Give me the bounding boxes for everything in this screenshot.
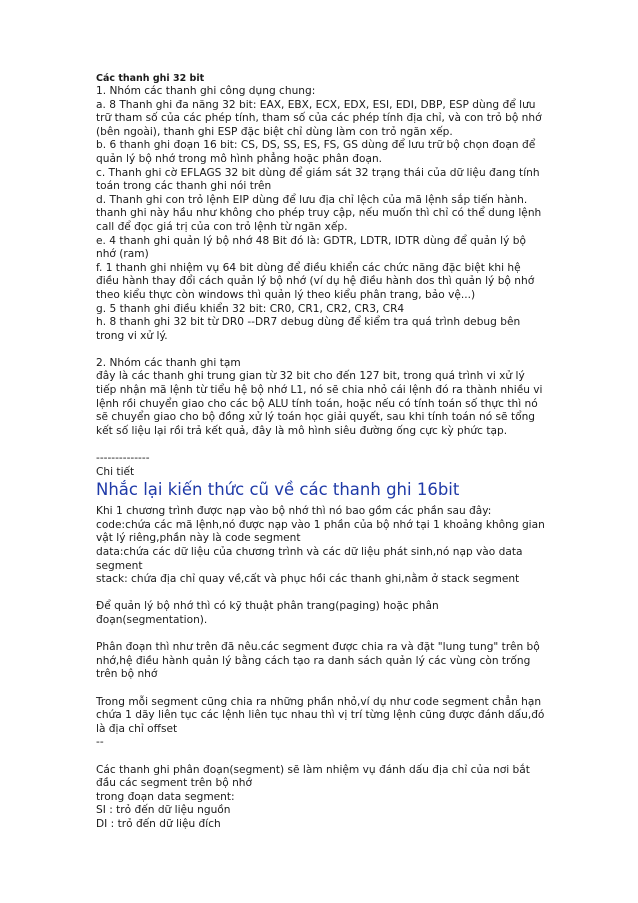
- paragraph: data:chứa các dữ liệu của chương trình và các dữ liệu phát sinh,nó nạp vào data segment: [96, 546, 523, 572]
- section-title-temp-registers: 2. Nhóm các thanh ghi tạm: [96, 356, 241, 369]
- document-body: [96, 72, 546, 831]
- paragraph: DI : trỏ đến dữ liệu đích: [96, 817, 221, 830]
- paragraph: Để quản lý bộ nhớ thì có kỹ thuật phân trang(paging) hoặc phân đoạn(segmentation).: [96, 600, 439, 626]
- paragraph: h. 8 thanh ghi 32 bit từ DR0 --DR7 debug dùng để kiểm tra quá trình debug bên trong vi xử lý.: [96, 316, 521, 342]
- paragraph: trong đoạn data segment:: [96, 790, 235, 803]
- section-title-32bit: Các thanh ghi 32 bit: [96, 73, 205, 84]
- separator: --: [96, 736, 104, 749]
- paragraph: b. 6 thanh ghi đoạn 16 bit: CS, DS, SS, ES, FS, GS dùng để lưu trữ bộ chọn đoạn để quản lý bộ nhớ trong mô hình phẳng hoặc phân đoạn.: [96, 139, 536, 165]
- paragraph: f. 1 thanh ghi nhiệm vụ 64 bit dùng để điều khiển các chức năng đặc biệt khi hệ điều hành thay đổi cách quản lý bộ nhớ (ví dụ hệ điều hành dos thì quản lý bộ nhớ theo kiểu thực còn windows thì quản lý theo kiểu phân trang, bảo vệ...): [96, 261, 535, 301]
- spacer: [96, 587, 546, 601]
- paragraph: d. Thanh ghi con trỏ lệnh EIP dùng để lưu địa chỉ lệch của mã lệnh sắp tiến hành. thanh ghi này hầu như không cho phép truy cập, nếu muốn thì chỉ có thể dung lệnh call để đọc giá trị của con trỏ lệnh từ ngăn xếp.: [96, 193, 542, 233]
- detail-label: Chi tiết: [96, 465, 135, 478]
- paragraph: đây là các thanh ghi trung gian từ 32 bit cho đến 127 bit, trong quá trình vi xử lý tiếp nhận mã lệnh từ tiểu hệ bộ nhớ L1, nó sẽ chia nhỏ cái lệnh đó ra thành nhiều vi lệnh rồi chuyển giao cho các bộ ALU tính toán, hoặc nếu có tính toán số thực thì nó sẽ chuyển giao cho bộ đồng xử lý toán học giải quyết, sau khi tính toán nó sẽ tổng kết số liệu lại rồi trả kết quả, đây là mô hình siêu đường ống cực kỳ phức tạp.: [96, 370, 543, 437]
- paragraph: 1. Nhóm các thanh ghi công dụng chung:: [96, 85, 316, 97]
- paragraph: SI : trỏ đến dữ liệu nguồn: [96, 804, 231, 817]
- spacer: [96, 682, 546, 696]
- paragraph: Khi 1 chương trình được nạp vào bộ nhớ thì nó bao gồm các phần sau đây:: [96, 505, 492, 518]
- paragraph: stack: chứa địa chỉ quay về,cất và phục hồi các thanh ghi,nằm ở stack segment: [96, 573, 520, 586]
- separator: --------------: [96, 452, 150, 465]
- paragraph: g. 5 thanh ghi điều khiển 32 bit: CR0, CR1, CR2, CR3, CR4: [96, 302, 405, 315]
- paragraph: Phân đoạn thì như trên đã nêu.các segment được chia ra và đặt "lung tung" trên bộ nhớ,hệ điều hành quản lý bằng cách tạo ra danh sách quản lý các vùng còn trống trên bộ nhớ: [96, 641, 540, 681]
- spacer: [96, 438, 546, 452]
- spacer: [96, 750, 546, 764]
- section-heading-16bit: Nhắc lại kiến thức cũ về các thanh ghi 16bit: [96, 480, 460, 500]
- paragraph: c. Thanh ghi cờ EFLAGS 32 bit dùng để giám sát 32 trạng thái của dữ liệu đang tính toán trong các thanh ghi nói trên: [96, 166, 540, 193]
- spacer: [96, 343, 546, 357]
- paragraph: e. 4 thanh ghi quản lý bộ nhớ 48 Bit đó là: GDTR, LDTR, IDTR dùng để quản lý bộ nhớ (ram): [96, 234, 526, 261]
- paragraph: a. 8 Thanh ghi đa năng 32 bit: EAX, EBX, ECX, EDX, ESI, EDI, DBP, ESP dùng để lưu trữ tham số của các phép tính, tham số của các phép tính địa chỉ, và con trỏ bộ nhớ (bên ngoài), thanh ghi ESP đặc biệt chỉ dùng làm con trỏ ngăn xếp.: [96, 98, 542, 138]
- paragraph: code:chứa các mã lệnh,nó được nạp vào 1 phần của bộ nhớ tại 1 khoảng không gian vật lý riêng,phần này là code segment: [96, 518, 545, 545]
- paragraph: Các thanh ghi phân đoạn(segment) sẽ làm nhiệm vụ đánh dấu địa chỉ của nơi bắt đầu các segment trên bộ nhớ: [96, 763, 530, 790]
- paragraph: Trong mỗi segment cũng chia ra những phần nhỏ,ví dụ như code segment chẳn hạn chứa 1 dãy liên tục các lệnh liên tục nhau thì vị trí từng lệnh cũng được đánh dấu,đó là địa chỉ offset: [96, 695, 545, 735]
- spacer: [96, 628, 546, 642]
